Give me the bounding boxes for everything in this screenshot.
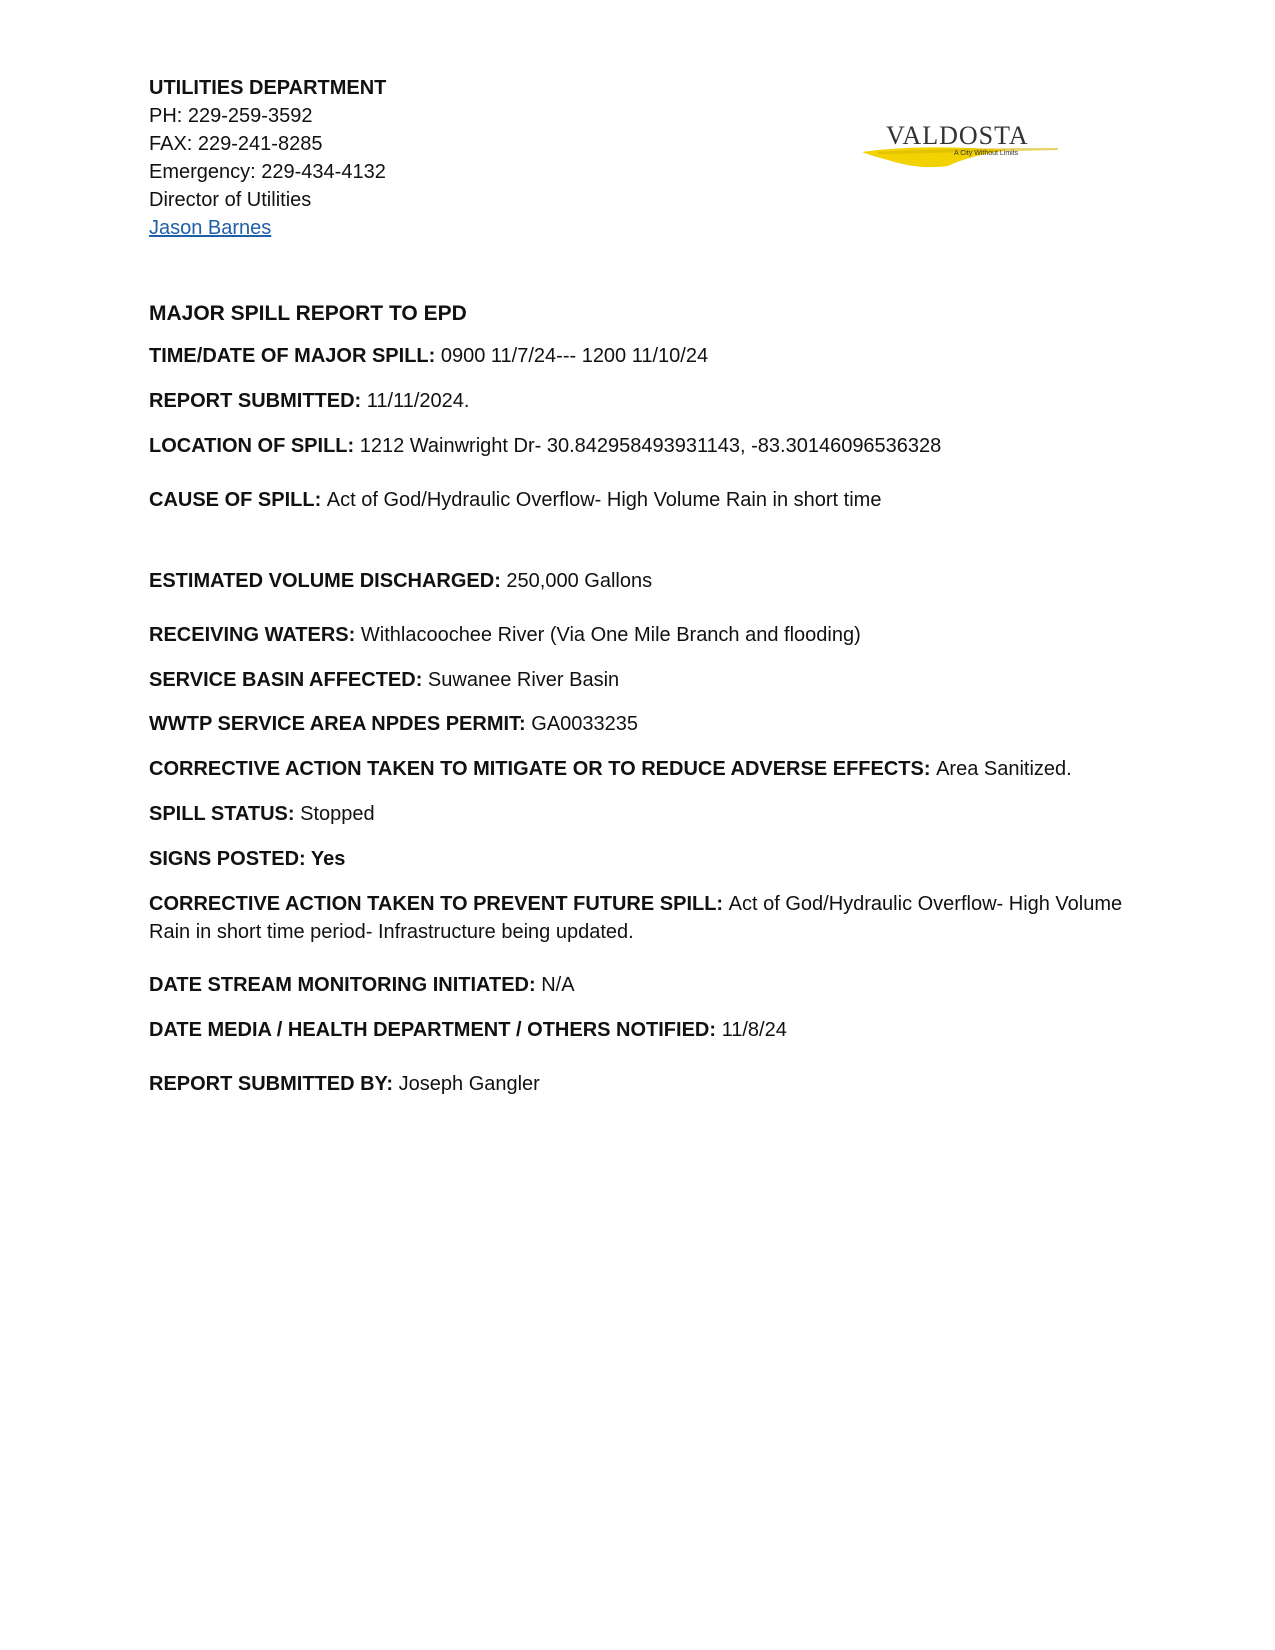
field-media-notified — [149, 1016, 1139, 1044]
field-value: Yes — [310, 848, 346, 870]
field-value: Stopped — [300, 803, 375, 825]
field-volume — [149, 567, 1139, 595]
field-cause — [149, 486, 1139, 514]
field-report-submitted — [149, 387, 1139, 415]
field-label: CAUSE OF SPILL: — [149, 489, 327, 511]
field-submitted-by — [149, 1070, 1139, 1098]
field-value: Joseph Gangler — [398, 1073, 540, 1095]
field-corrective-mitigate — [149, 755, 1139, 783]
field-value: GA0033235 — [531, 713, 639, 735]
field-location — [149, 432, 1139, 460]
field-value: Act of God/Hydraulic Overflow- High Volume Rain in short time — [326, 489, 882, 511]
field-npdes-permit — [149, 710, 1139, 738]
field-label: REPORT SUBMITTED: — [149, 390, 367, 412]
field-value: Area Sanitized. — [936, 758, 1072, 780]
field-label: RECEIVING WATERS: — [149, 624, 361, 646]
field-label: REPORT SUBMITTED BY: — [149, 1073, 399, 1095]
field-spill-status — [149, 800, 1139, 828]
logo-wordmark: VALDOSTA — [886, 122, 1029, 150]
department-name: UTILITIES DEPARTMENT — [149, 77, 387, 99]
letterhead — [149, 74, 669, 242]
field-value: 0900 11/7/24--- 1200 11/10/24 — [440, 345, 709, 367]
field-label: CORRECTIVE ACTION TAKEN TO MITIGATE OR TO REDUCE ADVERSE EFFECTS: — [149, 758, 937, 780]
phone-number: PH: 229-259-3592 — [149, 105, 313, 127]
field-stream-monitoring — [149, 971, 1139, 999]
field-time-date — [149, 342, 1139, 370]
director-title: Director of Utilities — [149, 189, 312, 211]
field-value: 11/8/24 — [721, 1019, 787, 1041]
field-value: 250,000 Gallons — [506, 570, 653, 592]
field-label: SPILL STATUS: — [149, 803, 301, 825]
field-label: SIGNS POSTED: — [149, 848, 311, 870]
logo-tagline: A City Without Limits — [954, 150, 1019, 157]
field-value: Act of God/Hydraulic Overflow- High Volume Rain in short time period- Infrastructure being updated. — [149, 893, 1123, 943]
field-label: SERVICE BASIN AFFECTED: — [149, 669, 428, 691]
field-label: LOCATION OF SPILL: — [149, 435, 360, 457]
valdosta-logo-graphic — [858, 122, 1068, 182]
field-receiving-waters — [149, 621, 1139, 649]
field-label: DATE MEDIA / HEALTH DEPARTMENT / OTHERS NOTIFIED: — [149, 1019, 722, 1041]
field-signs-posted — [149, 845, 1139, 873]
valdosta-logo — [858, 122, 1068, 182]
field-service-basin — [149, 666, 1139, 694]
emergency-number: Emergency: 229-434-4132 — [149, 161, 386, 183]
field-label: DATE STREAM MONITORING INITIATED: — [149, 974, 542, 996]
field-label: CORRECTIVE ACTION TAKEN TO PREVENT FUTURE SPILL: — [149, 893, 729, 915]
field-corrective-prevent — [149, 890, 1139, 946]
field-value: 11/11/2024. — [366, 390, 470, 412]
field-label: TIME/DATE OF MAJOR SPILL: — [149, 345, 441, 367]
field-value: N/A — [541, 974, 575, 996]
fax-number: FAX: 229-241-8285 — [149, 133, 323, 155]
director-name-link[interactable]: Jason Barnes — [149, 217, 272, 239]
field-label: ESTIMATED VOLUME DISCHARGED: — [149, 570, 507, 592]
field-value: Withlacoochee River (Via One Mile Branch and flooding) — [360, 624, 861, 646]
field-value: Suwanee River Basin — [427, 669, 620, 691]
field-label: WWTP SERVICE AREA NPDES PERMIT: — [149, 713, 532, 735]
report-title: MAJOR SPILL REPORT TO EPD — [149, 302, 467, 325]
field-value: 1212 Wainwright Dr- 30.842958493931143, -83.30146096536328 — [359, 435, 942, 457]
